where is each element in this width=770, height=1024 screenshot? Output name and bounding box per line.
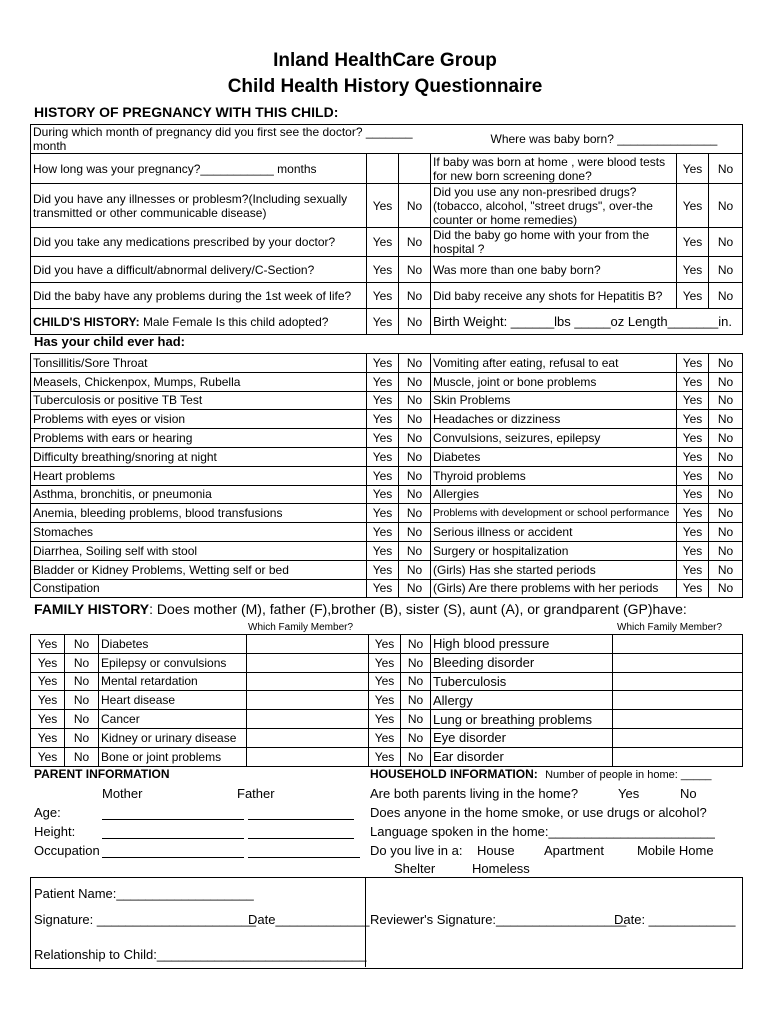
family-condition-label: Cancer xyxy=(99,710,247,729)
condition-row xyxy=(31,410,743,429)
no-option[interactable]: No xyxy=(399,429,431,448)
no-option[interactable]: No xyxy=(709,184,743,228)
no-option[interactable]: No xyxy=(399,485,431,504)
no-option[interactable]: No xyxy=(709,504,743,523)
no-option[interactable]: No xyxy=(399,579,431,598)
pregnancy-row xyxy=(31,154,743,184)
no-option[interactable]: No xyxy=(399,228,431,257)
no-option[interactable]: No xyxy=(709,257,743,283)
condition-label: Measels, Chickenpox, Mumps, Rubella xyxy=(31,372,367,391)
household-heading-row xyxy=(370,767,711,781)
yes-option[interactable]: Yes xyxy=(31,728,65,747)
reviewer-date-field[interactable]: Date: ____________ xyxy=(614,912,736,927)
mother-occupation-field[interactable] xyxy=(102,843,244,858)
no-option[interactable]: No xyxy=(399,466,431,485)
family-member-field[interactable] xyxy=(247,710,369,729)
no-option[interactable]: No xyxy=(399,447,431,466)
multiple-babies-question: Was more than one baby born? xyxy=(431,257,677,283)
condition-label: Serious illness or accident xyxy=(431,523,677,542)
family-member-field[interactable] xyxy=(613,653,743,672)
family-condition-label: Tuberculosis xyxy=(431,672,613,691)
no-option[interactable]: No xyxy=(399,184,431,228)
no-option[interactable]: No xyxy=(65,691,99,710)
yes-option[interactable]: Yes xyxy=(367,309,399,335)
parent-info-heading: PARENT INFORMATION xyxy=(34,767,170,781)
family-condition-label: Kidney or urinary disease xyxy=(99,728,247,747)
no-option[interactable]: No xyxy=(399,523,431,542)
condition-label: Problems with ears or hearing xyxy=(31,429,367,448)
condition-label: Allergies xyxy=(431,485,677,504)
first-week-problems-question: Did the baby have any problems during the 1st week of life? xyxy=(31,283,367,309)
no-option[interactable]: No xyxy=(399,560,431,579)
condition-label: Problems with development or school performance xyxy=(431,504,677,523)
yes-option[interactable]: Yes xyxy=(677,485,709,504)
pregnancy-row xyxy=(31,228,743,257)
family-condition-row xyxy=(31,691,743,710)
no-option[interactable]: No xyxy=(401,653,431,672)
yes-option[interactable]: Yes xyxy=(367,429,399,448)
condition-label: Problems with eyes or vision xyxy=(31,410,367,429)
condition-label: Headaches or dizziness xyxy=(431,410,677,429)
no-option[interactable]: No xyxy=(65,728,99,747)
family-member-field[interactable] xyxy=(613,747,743,766)
condition-label: Diabetes xyxy=(431,447,677,466)
no-option[interactable]: No xyxy=(401,728,431,747)
family-condition-label: Diabetes xyxy=(99,635,247,654)
no-option[interactable]: No xyxy=(709,466,743,485)
yes-option[interactable]: Yes xyxy=(677,579,709,598)
no-option[interactable]: No xyxy=(399,504,431,523)
yes-option[interactable]: Yes xyxy=(367,257,399,283)
mother-height-field[interactable] xyxy=(102,824,244,839)
pregnancy-row xyxy=(31,283,743,309)
family-condition-label: Ear disorder xyxy=(431,747,613,766)
condition-row xyxy=(31,541,743,560)
no-option[interactable]: No xyxy=(401,710,431,729)
condition-label: Constipation xyxy=(31,579,367,598)
yes-option[interactable]: Yes xyxy=(369,691,401,710)
yes-option[interactable]: Yes xyxy=(677,372,709,391)
family-member-field[interactable] xyxy=(247,653,369,672)
family-condition-label: High blood pressure xyxy=(431,635,613,654)
yes-option[interactable]: Yes xyxy=(367,579,399,598)
yes-option[interactable]: Yes xyxy=(369,672,401,691)
yes-option[interactable]: Yes xyxy=(367,354,399,373)
no-option[interactable]: No xyxy=(401,635,431,654)
no-option[interactable]: No xyxy=(399,283,431,309)
yes-option[interactable]: Yes xyxy=(367,523,399,542)
condition-row xyxy=(31,429,743,448)
father-occupation-field[interactable] xyxy=(248,843,360,858)
age-label: Age: xyxy=(34,805,61,820)
yes-option[interactable]: Yes xyxy=(31,653,65,672)
no-option[interactable]: No xyxy=(709,354,743,373)
father-age-field[interactable] xyxy=(248,805,354,820)
family-condition-label: Bone or joint problems xyxy=(99,747,247,766)
no-option[interactable]: No xyxy=(399,309,431,335)
yes-option[interactable]: Yes xyxy=(677,447,709,466)
condition-row xyxy=(31,354,743,373)
both-parents-question: Are both parents living in the home? xyxy=(370,786,579,801)
family-condition-row xyxy=(31,710,743,729)
no-option[interactable]: No xyxy=(399,391,431,410)
pregnancy-length-question[interactable]: How long was your pregnancy?___________ months xyxy=(31,154,367,184)
condition-row xyxy=(31,579,743,598)
yes-option[interactable]: Yes xyxy=(369,710,401,729)
pregnancy-row xyxy=(31,257,743,283)
yes-option[interactable]: Yes xyxy=(367,410,399,429)
medications-question: Did you take any medications prescribed by your doctor? xyxy=(31,228,367,257)
child-history-cell xyxy=(31,309,367,335)
no-option[interactable]: No xyxy=(709,560,743,579)
family-member-field[interactable] xyxy=(247,728,369,747)
no-option[interactable]: No xyxy=(399,354,431,373)
baby-went-home-question: Did the baby go home with your from the hospital ? xyxy=(431,228,677,257)
condition-label: Diarrhea, Soiling self with stool xyxy=(31,541,367,560)
family-history-heading xyxy=(34,601,687,617)
yes-option[interactable]: Yes xyxy=(677,257,709,283)
yes-option[interactable]: Yes xyxy=(367,372,399,391)
yes-option[interactable]: Yes xyxy=(677,560,709,579)
pregnancy-row xyxy=(31,309,743,335)
illness-question: Did you have any illnesses or problesm?(Including sexually transmitted or other communicable disease) xyxy=(31,184,367,228)
family-condition-label: Eye disorder xyxy=(431,728,613,747)
ever-had-table xyxy=(30,353,743,598)
yes-option[interactable]: Yes xyxy=(367,184,399,228)
family-member-field[interactable] xyxy=(247,747,369,766)
no-option[interactable]: No xyxy=(401,747,431,766)
condition-label: Surgery or hospitalization xyxy=(431,541,677,560)
yes-option[interactable]: Yes xyxy=(677,410,709,429)
condition-row xyxy=(31,560,743,579)
no-option[interactable]: No xyxy=(65,672,99,691)
no-option[interactable]: No xyxy=(709,523,743,542)
no-option[interactable]: No xyxy=(709,485,743,504)
yes-option[interactable]: Yes xyxy=(367,391,399,410)
condition-label: Tonsillitis/Sore Throat xyxy=(31,354,367,373)
child-history-text[interactable]: Male Female Is this child adopted? xyxy=(142,314,329,329)
reviewer-signature-field[interactable]: Reviewer's Signature:__________________ xyxy=(370,912,627,927)
yes-option[interactable]: Yes xyxy=(677,228,709,257)
no-option[interactable]: No xyxy=(709,429,743,448)
no-option[interactable]: No xyxy=(399,257,431,283)
yes-option[interactable]: Yes xyxy=(367,228,399,257)
ever-had-heading: Has your child ever had: xyxy=(34,334,185,349)
yes-option[interactable]: Yes xyxy=(677,466,709,485)
height-label: Height: xyxy=(34,824,76,839)
family-member-field[interactable] xyxy=(613,635,743,654)
pregnancy-table xyxy=(30,124,743,335)
first-doctor-visit-question[interactable]: During which month of pregnancy did you first see the doctor? _______ month xyxy=(31,125,431,154)
yes-option[interactable]: Yes xyxy=(369,728,401,747)
condition-row xyxy=(31,485,743,504)
pregnancy-row xyxy=(31,125,743,154)
no-option[interactable]: No xyxy=(709,579,743,598)
father-label: Father xyxy=(237,786,275,801)
yes-option[interactable]: Yes xyxy=(367,466,399,485)
condition-label: (Girls) Has she started periods xyxy=(431,560,677,579)
family-member-field[interactable] xyxy=(247,635,369,654)
condition-label: Skin Problems xyxy=(431,391,677,410)
birth-weight-field[interactable]: Birth Weight: ______lbs _____oz Length_______in. xyxy=(431,309,743,335)
which-member-label: Which Family Member? xyxy=(248,622,354,633)
yes-option[interactable]: Yes xyxy=(369,653,401,672)
yes-option[interactable]: Yes xyxy=(677,354,709,373)
condition-row xyxy=(31,523,743,542)
no-option[interactable]: No xyxy=(709,391,743,410)
yes-option[interactable]: Yes xyxy=(677,154,709,184)
yes-option[interactable]: Yes xyxy=(31,672,65,691)
yes-option[interactable]: Yes xyxy=(677,184,709,228)
yes-option[interactable]: Yes xyxy=(31,710,65,729)
family-member-field[interactable] xyxy=(247,672,369,691)
family-condition-label: Heart disease xyxy=(99,691,247,710)
condition-label: Stomaches xyxy=(31,523,367,542)
family-condition-row xyxy=(31,728,743,747)
mother-age-field[interactable] xyxy=(102,805,244,820)
difficult-delivery-question: Did you have a difficult/abnormal delivery/C-Section? xyxy=(31,257,367,283)
household-info-heading: HOUSEHOLD INFORMATION: xyxy=(370,767,538,781)
condition-label: Vomiting after eating, refusal to eat xyxy=(431,354,677,373)
no-option[interactable]: No xyxy=(401,691,431,710)
mother-label: Mother xyxy=(102,786,143,801)
family-member-field[interactable] xyxy=(247,691,369,710)
family-condition-row xyxy=(31,672,743,691)
family-member-field[interactable] xyxy=(613,672,743,691)
family-condition-row xyxy=(31,653,743,672)
family-condition-row xyxy=(31,747,743,766)
non-prescribed-drugs-question: Did you use any non-presribed drugs?(tobacco, alcohol, "street drugs", over-the counter or home remedies) xyxy=(431,184,677,228)
condition-label: Bladder or Kidney Problems, Wetting self or bed xyxy=(31,560,367,579)
apartment-option[interactable]: Apartment xyxy=(544,843,604,858)
no-option[interactable]: No xyxy=(399,372,431,391)
family-history-table xyxy=(30,634,743,767)
live-in-question: Do you live in a: xyxy=(370,843,463,858)
signature-field[interactable]: Signature: ______________________ xyxy=(34,912,256,927)
family-member-field[interactable] xyxy=(613,691,743,710)
yes-option[interactable]: Yes xyxy=(677,523,709,542)
homeless-option[interactable]: Homeless xyxy=(472,861,530,876)
people-count-field[interactable]: Number of people in home: _____ xyxy=(545,769,712,781)
form-title: Child Health History Questionnaire xyxy=(227,76,543,97)
yes-option[interactable]: Yes xyxy=(618,786,640,801)
no-option[interactable]: No xyxy=(399,541,431,560)
mobile-home-option[interactable]: Mobile Home xyxy=(637,843,714,858)
yes-option[interactable]: Yes xyxy=(31,747,65,766)
yes-option[interactable]: Yes xyxy=(367,283,399,309)
condition-row xyxy=(31,372,743,391)
condition-row xyxy=(31,466,743,485)
smoke-question: Does anyone in the home smoke, or use drugs or alcohol? xyxy=(370,805,707,820)
condition-label: Heart problems xyxy=(31,466,367,485)
no-option[interactable]: No xyxy=(680,786,697,801)
condition-label: Thyroid problems xyxy=(431,466,677,485)
family-condition-label: Mental retardation xyxy=(99,672,247,691)
yes-option[interactable]: Yes xyxy=(677,283,709,309)
father-height-field[interactable] xyxy=(248,824,354,839)
condition-label: Convulsions, seizures, epilepsy xyxy=(431,429,677,448)
house-option[interactable]: House xyxy=(477,843,515,858)
which-member-label: Which Family Member? xyxy=(617,622,723,633)
child-history-label: CHILD'S HISTORY: xyxy=(33,314,140,329)
family-condition-label: Allergy xyxy=(431,691,613,710)
family-member-field[interactable] xyxy=(613,728,743,747)
family-history-question: : Does mother (M), father (F),brother (B), sister (S), aunt (A), or grandparent (GP)have: xyxy=(149,601,687,617)
yes-option[interactable]: Yes xyxy=(677,541,709,560)
yes-option[interactable]: Yes xyxy=(367,560,399,579)
newborn-screening-question: If baby was born at home , were blood tests for new born screening done? xyxy=(431,154,677,184)
yes-option[interactable]: Yes xyxy=(31,691,65,710)
yes-option[interactable]: Yes xyxy=(367,447,399,466)
condition-row xyxy=(31,447,743,466)
no-option[interactable]: No xyxy=(709,410,743,429)
family-member-field[interactable] xyxy=(613,710,743,729)
condition-label: Difficulty breathing/snoring at night xyxy=(31,447,367,466)
patient-name-field[interactable]: Patient Name:___________________ xyxy=(34,886,254,901)
yes-option[interactable]: Yes xyxy=(677,391,709,410)
occupation-label: Occupation xyxy=(34,843,100,858)
no-option[interactable]: No xyxy=(65,635,99,654)
yes-option[interactable]: Yes xyxy=(367,541,399,560)
condition-label: (Girls) Are there problems with her periods xyxy=(431,579,677,598)
language-field[interactable]: Language spoken in the home:_______________________ xyxy=(370,824,715,839)
family-condition-row xyxy=(31,635,743,654)
no-option[interactable]: No xyxy=(709,372,743,391)
condition-label: Tuberculosis or positive TB Test xyxy=(31,391,367,410)
no-option[interactable]: No xyxy=(65,747,99,766)
condition-label: Muscle, joint or bone problems xyxy=(431,372,677,391)
no-option[interactable]: No xyxy=(65,653,99,672)
no-option[interactable]: No xyxy=(399,410,431,429)
pregnancy-row xyxy=(31,184,743,228)
organization-name: Inland HealthCare Group xyxy=(273,50,497,71)
hepatitis-b-question: Did baby receive any shots for Hepatitis B? xyxy=(431,283,677,309)
yes-option[interactable]: Yes xyxy=(31,635,65,654)
no-option[interactable]: No xyxy=(401,672,431,691)
family-condition-label: Epilepsy or convulsions xyxy=(99,653,247,672)
condition-row xyxy=(31,391,743,410)
yes-option[interactable]: Yes xyxy=(369,635,401,654)
birth-place-question[interactable]: Where was baby born? _______________ xyxy=(431,125,743,154)
no-option[interactable]: No xyxy=(709,283,743,309)
yes-option[interactable]: Yes xyxy=(367,485,399,504)
yes-option[interactable]: Yes xyxy=(369,747,401,766)
condition-label: Asthma, bronchitis, or pneumonia xyxy=(31,485,367,504)
no-option[interactable]: No xyxy=(65,710,99,729)
no-option[interactable]: No xyxy=(709,154,743,184)
family-history-label: FAMILY HISTORY xyxy=(34,601,150,617)
condition-row xyxy=(31,504,743,523)
yes-option[interactable]: Yes xyxy=(677,504,709,523)
no-option[interactable]: No xyxy=(709,541,743,560)
yes-option[interactable]: Yes xyxy=(677,429,709,448)
family-condition-label: Bleeding disorder xyxy=(431,653,613,672)
pregnancy-heading: HISTORY OF PREGNANCY WITH THIS CHILD: xyxy=(34,104,339,120)
family-condition-label: Lung or breathing problems xyxy=(431,710,613,729)
condition-label: Anemia, bleeding problems, blood transfusions xyxy=(31,504,367,523)
yes-option[interactable]: Yes xyxy=(367,504,399,523)
relationship-field[interactable]: Relationship to Child:_____________________________ xyxy=(34,947,367,962)
no-option[interactable]: No xyxy=(709,447,743,466)
no-option[interactable]: No xyxy=(709,228,743,257)
date-field[interactable]: Date_____________ xyxy=(248,912,370,927)
shelter-option[interactable]: Shelter xyxy=(394,861,436,876)
